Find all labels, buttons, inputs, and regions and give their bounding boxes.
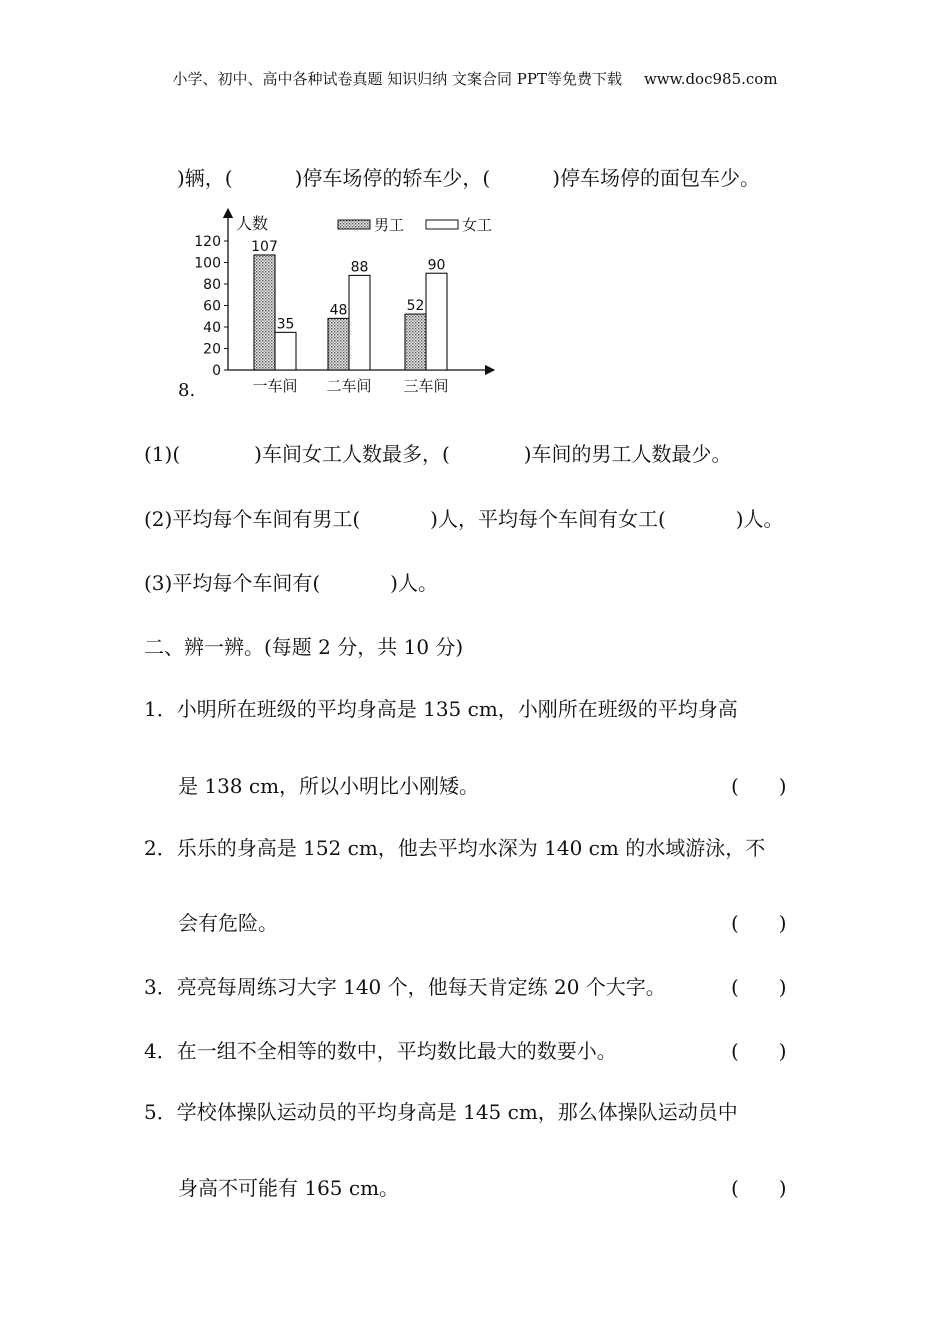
q8-sub3-a: (3)平均每个车间有( <box>144 571 321 595</box>
bar-女工 <box>275 332 296 370</box>
bar-女工 <box>426 273 447 370</box>
section-title: 二、辨一辨。(每题 2 分，共 10 分) <box>144 635 464 659</box>
q8-sub2-a: (2)平均每个车间有男工( <box>144 507 361 531</box>
q8-sub2-b: )人，平均每个车间有女工( <box>430 507 666 531</box>
y-tick-label: 80 <box>203 277 221 293</box>
q8-sub1-a: (1)( <box>144 442 181 466</box>
data-label: 35 <box>276 316 295 333</box>
judge-text: 小明所在班级的平均身高是 135 cm，小刚所在班级的平均身高 <box>176 697 738 721</box>
q8-sub1-c: )车间的男工人数最少。 <box>523 442 732 466</box>
judge-item-5-line2: 身高不可能有 165 cm。 <box>178 1176 400 1200</box>
bar-男工 <box>405 314 426 370</box>
judge-num: 4． <box>144 1039 177 1063</box>
data-label: 107 <box>251 238 278 255</box>
judge-text: 学校体操队运动员的平均身高是 145 cm，那么体操队运动员中 <box>176 1100 738 1124</box>
q7-tail-part1: )辆，( <box>177 166 233 190</box>
judge-num: 3． <box>144 975 177 999</box>
q8-sub2-c: )人。 <box>735 507 784 531</box>
judge-num: 2． <box>144 836 177 860</box>
judge-text: 亮亮每周练习大字 140 个，他每天肯定练 20 个大字。 <box>176 975 666 999</box>
legend-swatch <box>426 220 458 229</box>
judge-item-2-line1 <box>144 832 765 861</box>
y-tick-label: 40 <box>203 320 221 336</box>
legend-label: 男工 <box>374 216 405 234</box>
judge-item-2-line2: 会有危险。 <box>178 911 278 935</box>
q7-tail-line <box>177 162 760 191</box>
data-label: 88 <box>350 259 369 276</box>
answer-paren[interactable]: ( ) <box>731 1039 787 1063</box>
y-tick-label: 120 <box>194 234 221 250</box>
q8-sub1-b: )车间女工人数最多，( <box>254 442 450 466</box>
y-tick-label: 100 <box>194 255 221 272</box>
judge-item-3 <box>144 971 666 1000</box>
answer-paren[interactable]: ( ) <box>731 911 787 935</box>
q8-sub3-b: )人。 <box>390 571 438 595</box>
legend-label: 女工 <box>462 216 493 234</box>
q7-tail-part2: )停车场停的轿车少，( <box>294 166 491 190</box>
header-site: www.doc985.com <box>643 70 778 88</box>
y-tick-label: 20 <box>203 341 221 358</box>
judge-item-1-line1 <box>144 693 738 722</box>
answer-paren[interactable]: ( ) <box>731 1176 787 1200</box>
judge-num: 5． <box>144 1100 177 1124</box>
bar-男工 <box>328 318 349 370</box>
q8-sub3 <box>144 567 438 596</box>
q8-sub2 <box>144 503 784 532</box>
judge-text: 在一组不全相等的数中，平均数比最大的数要小。 <box>176 1039 617 1063</box>
q8-sub1 <box>144 438 732 467</box>
category-label: 一车间 <box>252 377 298 395</box>
judge-item-5-line1 <box>144 1096 738 1125</box>
category-label: 三车间 <box>403 377 449 395</box>
y-tick-label: 60 <box>203 298 221 315</box>
answer-paren[interactable]: ( ) <box>731 975 787 999</box>
judge-num: 1． <box>144 697 177 721</box>
bar-男工 <box>254 255 275 370</box>
legend-swatch <box>338 220 370 229</box>
data-label: 52 <box>406 298 425 315</box>
bar-chart <box>178 205 508 405</box>
data-label: 48 <box>329 302 348 319</box>
q7-tail-part3: )停车场停的面包车少。 <box>552 166 761 190</box>
judge-item-1-line2: 是 138 cm，所以小明比小刚矮。 <box>178 774 480 798</box>
judge-text: 乐乐的身高是 152 cm，他去平均水深为 140 cm 的水域游泳，不 <box>176 836 766 860</box>
q8-number: 8. <box>178 380 196 401</box>
y-tick-label: 0 <box>212 363 221 379</box>
page-header <box>0 68 950 89</box>
answer-paren[interactable]: ( ) <box>731 774 787 798</box>
bar-女工 <box>349 275 370 370</box>
y-axis-label: 人数 <box>236 214 269 233</box>
category-label: 二车间 <box>326 377 372 395</box>
judge-item-4 <box>144 1035 617 1064</box>
data-label: 90 <box>427 257 446 274</box>
header-text: 小学、初中、高中各种试卷真题 知识归纳 文案合同 PPT等免费下载 <box>172 70 622 88</box>
